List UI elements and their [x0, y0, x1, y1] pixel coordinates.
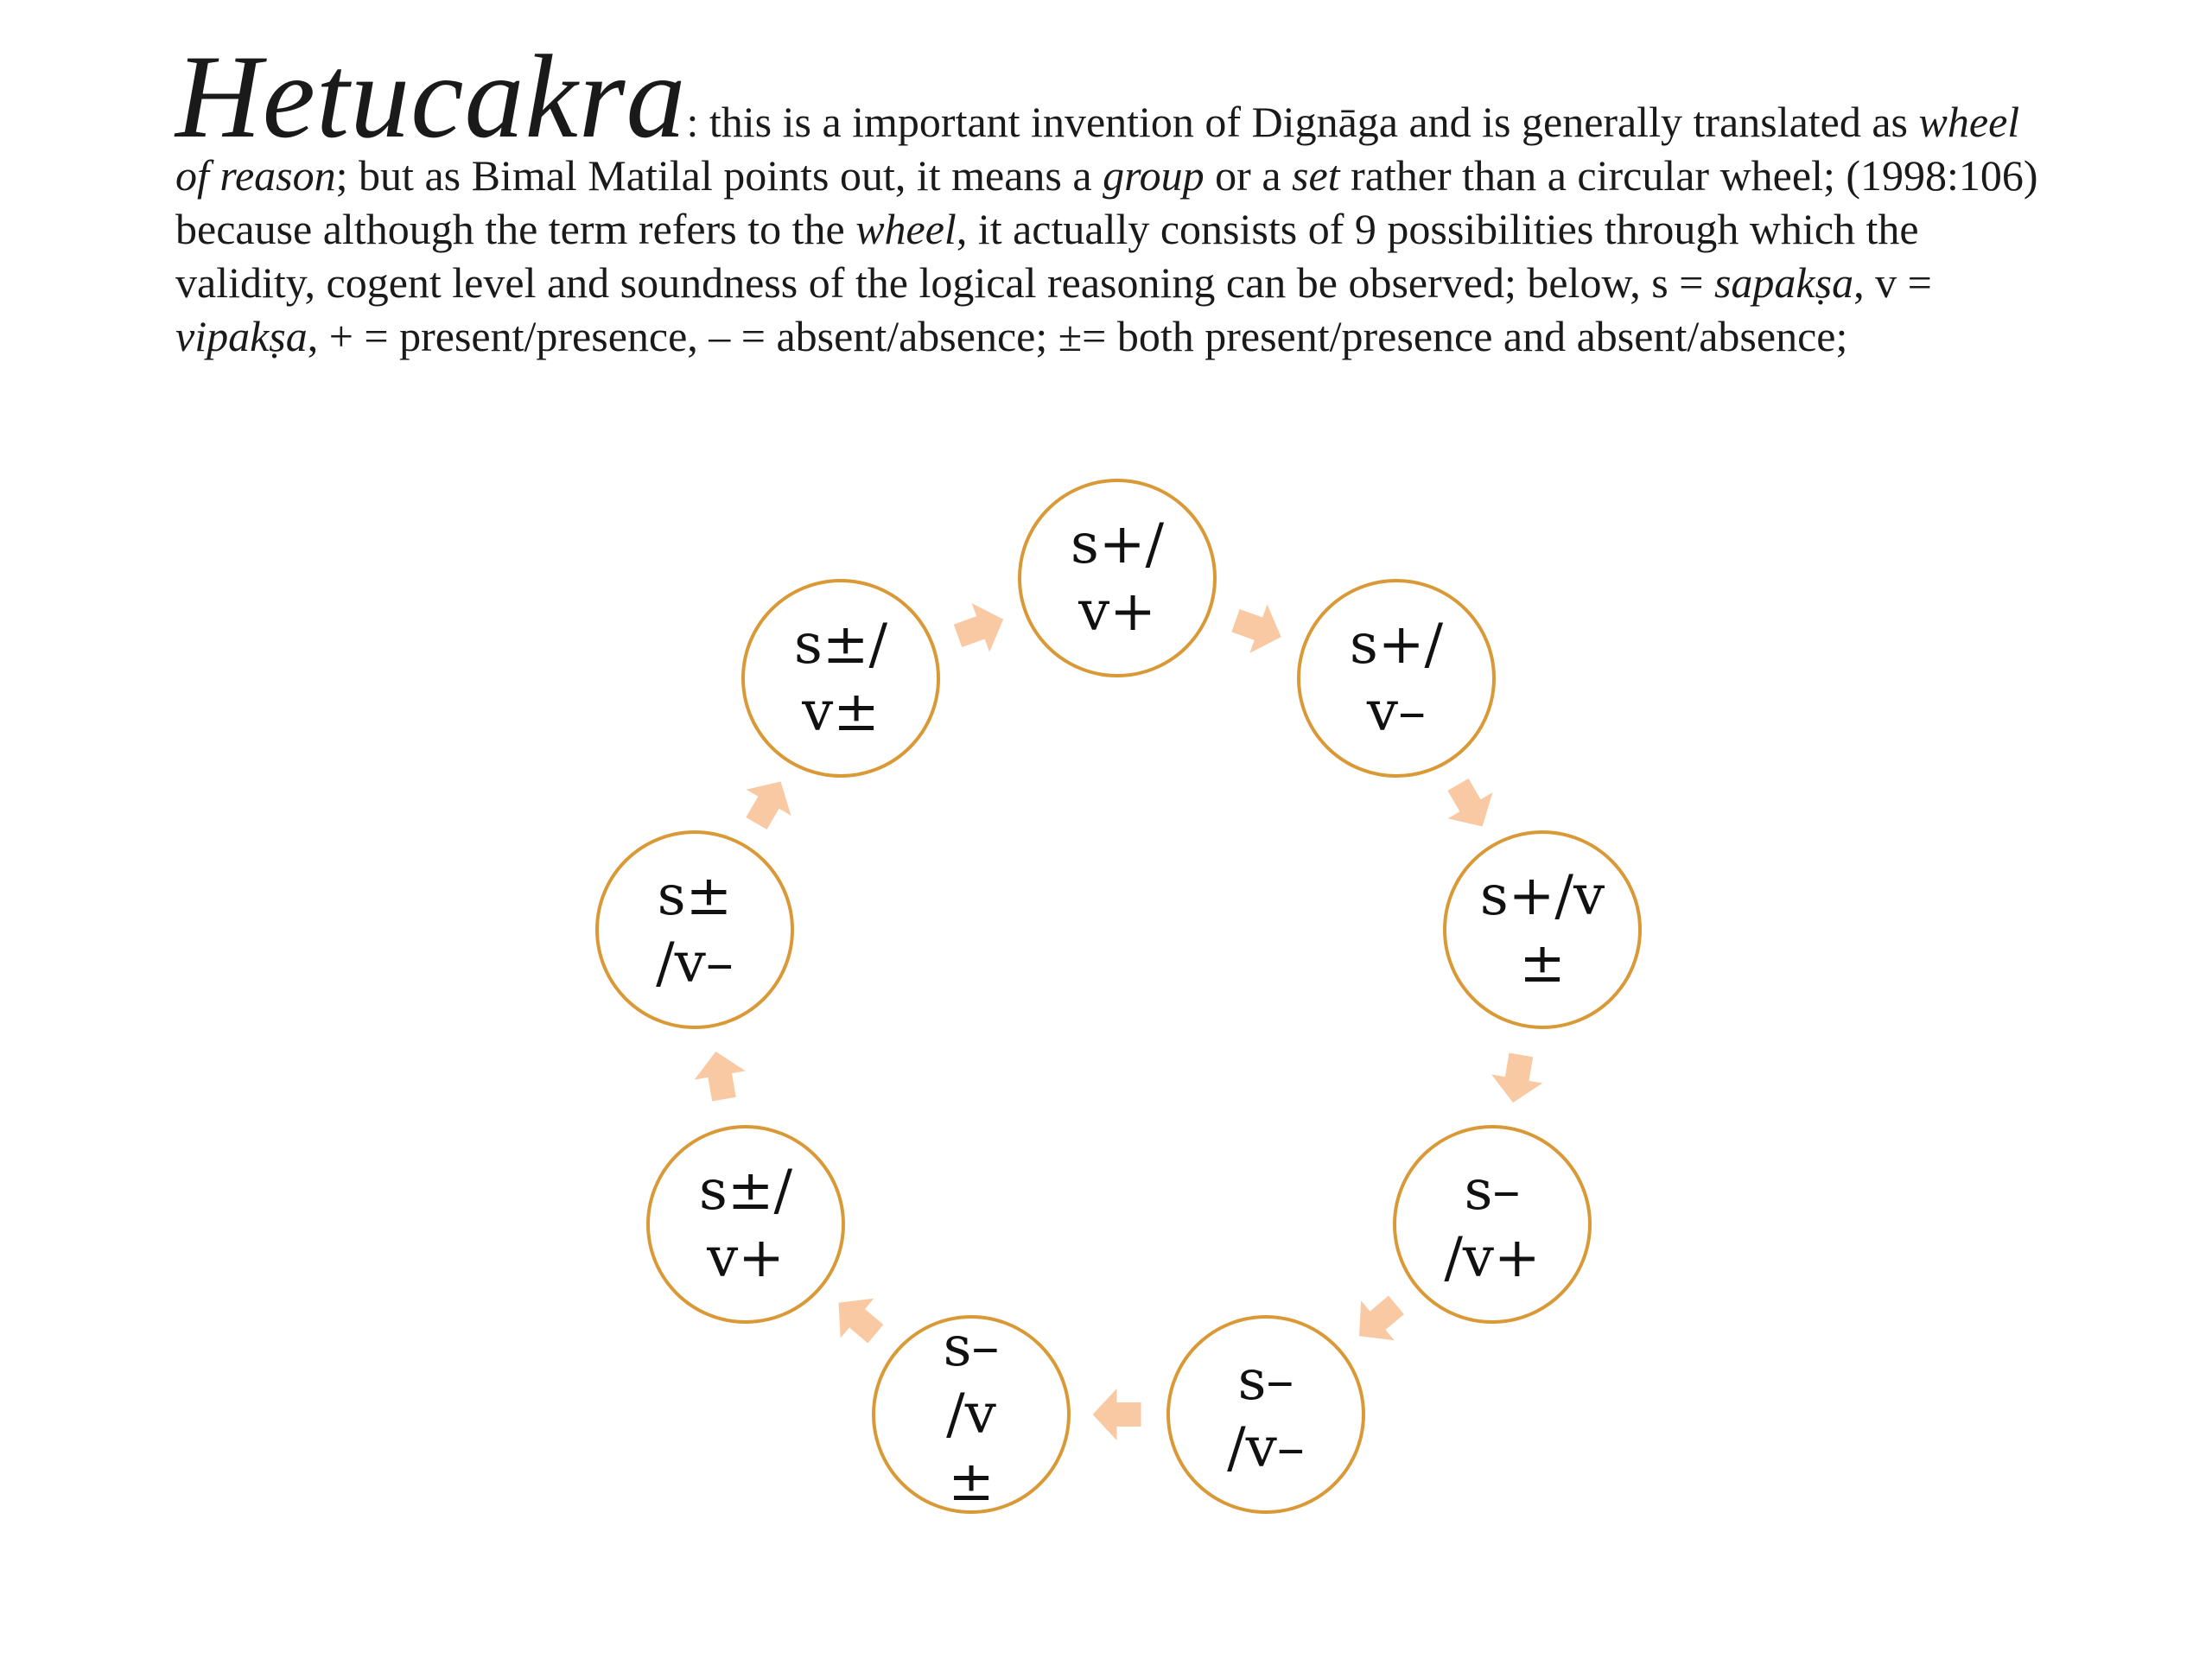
nodes-layer	[597, 480, 1640, 1514]
flow-arrow	[1343, 1285, 1413, 1356]
wheel-node-s-pm-v-pm	[743, 581, 938, 776]
page-title: Hetucakra	[175, 30, 687, 162]
wheel-node-s-plus-v-minus	[1299, 581, 1494, 776]
term-wheel: wheel	[855, 205, 957, 253]
node-label-line: s±/	[793, 613, 888, 677]
node-label-line: s+/	[1070, 512, 1165, 576]
wheel-node-s-plus-v-pm	[1445, 832, 1640, 1027]
flow-arrow	[1227, 596, 1290, 661]
node-label-line: s±	[657, 864, 733, 928]
node-circle	[743, 581, 938, 776]
node-label-line: v±	[802, 680, 880, 744]
term-wheel-of-reason: wheel of reason	[175, 98, 2020, 200]
node-label-line: ±	[948, 1450, 995, 1514]
node-label-line: /v–	[656, 931, 734, 995]
flow-arrow	[734, 768, 804, 836]
node-circle	[1445, 832, 1640, 1027]
wheel-node-s-pm-v-minus	[597, 832, 792, 1027]
node-circle	[1020, 480, 1215, 676]
node-label-line: v+	[1078, 580, 1156, 644]
flow-arrow	[1487, 1051, 1547, 1107]
node-label-line: /v–	[1227, 1416, 1305, 1480]
flow-arrow	[690, 1047, 750, 1103]
node-circle	[1395, 1127, 1590, 1322]
intro-text: , + = present/presence, – = absent/absence; ±= both present/presence and absent/absence;	[307, 312, 1848, 360]
node-label-line: /v+	[1444, 1226, 1541, 1290]
term-sapaksa: sapakṣa	[1713, 258, 1854, 307]
term-group: group	[1103, 151, 1205, 200]
node-circle	[648, 1127, 843, 1322]
node-label-line: s±/	[698, 1159, 793, 1223]
node-label-line: s–	[1464, 1159, 1521, 1223]
intro-text: or a	[1204, 151, 1293, 200]
intro-text: ; but as Bimal Matilal points out, it means a	[335, 151, 1103, 200]
wheel-node-s-minus-v-plus	[1395, 1127, 1590, 1322]
flow-arrow	[1436, 772, 1505, 840]
node-circle	[597, 832, 792, 1027]
node-label-line: v+	[707, 1226, 785, 1290]
wheel-node-s-minus-v-pm	[874, 1315, 1069, 1514]
intro-text: rather than a circular wheel; (1998:106) because although the term refers to the	[175, 151, 2038, 253]
node-label-line: s–	[1237, 1349, 1294, 1413]
wheel-node-s-minus-v-minus	[1168, 1317, 1363, 1512]
node-circle	[1168, 1317, 1363, 1512]
intro-text: : this is a important invention of Dignāga and is generally translated as	[686, 98, 1919, 146]
term-vipaksa: vipakṣa	[175, 312, 308, 360]
node-circle	[1299, 581, 1494, 776]
node-label-line: s+/v	[1479, 864, 1605, 928]
node-label-line: ±	[1519, 931, 1566, 995]
intro-text: , v =	[1853, 258, 1932, 307]
wheel-node-s-plus-v-plus	[1020, 480, 1215, 676]
node-label-line: s+/	[1349, 613, 1444, 677]
term-set: set	[1292, 151, 1340, 200]
node-label-line: v–	[1366, 680, 1427, 744]
intro-text: , it actually consists of 9 possibilities through which the validity, cogent level and soundness of the logical reasoning can be observed; below, s =	[175, 205, 1919, 307]
flow-arrow	[822, 1283, 892, 1354]
flow-arrow	[1093, 1389, 1141, 1440]
wheel-node-s-pm-v-plus	[648, 1127, 843, 1322]
node-label-line: s–	[943, 1315, 1000, 1379]
node-label-line: /v	[946, 1382, 996, 1446]
flow-arrow	[949, 595, 1012, 660]
